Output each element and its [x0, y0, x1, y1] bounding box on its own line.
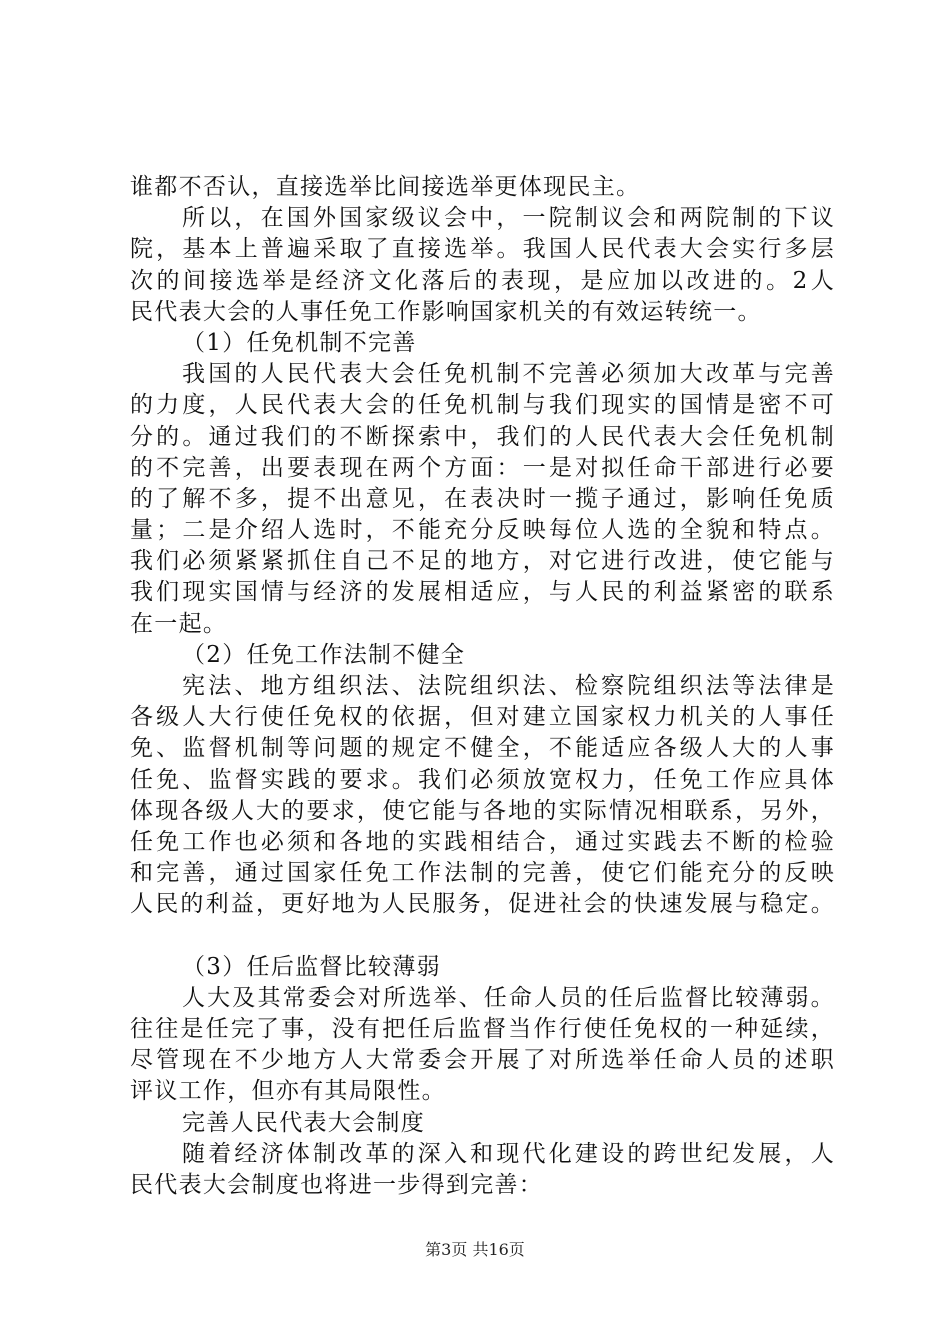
- text-line: 尽管现在不少地方人大常委会开展了对所选举任命人员的述职: [130, 1047, 835, 1074]
- text-line: 的不完善，出要表现在两个方面：一是对拟任命干部进行必要: [130, 454, 835, 481]
- text-line: 院，基本上普遍采取了直接选举。我国人民代表大会实行多层: [130, 236, 835, 263]
- text-line: 分的。通过我们的不断探索中，我们的人民代表大会任免机制: [130, 423, 835, 450]
- text-line: 任免、监督实践的要求。我们必须放宽权力，任免工作应具体: [130, 766, 835, 793]
- text-line: 民代表大会制度也将进一步得到完善：: [130, 1172, 544, 1198]
- text-line: 谁都不否认，直接选举比间接选举更体现民主。: [130, 174, 641, 200]
- text-line: （3）任后监督比较薄弱: [182, 953, 441, 980]
- page-footer: 第3页 共16页: [425, 1240, 525, 1259]
- text-line: 我国的人民代表大会任免机制不完善必须加大改革与完善: [182, 361, 835, 388]
- text-line: 完善人民代表大会制度: [182, 1109, 425, 1136]
- text-line: 和完善，通过国家任免工作法制的完善，使它们能充分的反映: [130, 860, 835, 887]
- text-line: （2）任免工作法制不健全: [182, 641, 466, 668]
- text-line: 人民的利益，更好地为人民服务，促进社会的快速发展与稳定。: [130, 891, 835, 918]
- text-line: 随着经济体制改革的深入和现代化建设的跨世纪发展，人: [182, 1140, 835, 1167]
- blank-line: [130, 921, 835, 952]
- text-line: 的力度，人民代表大会的任免机制与我们现实的国情是密不可: [130, 392, 835, 419]
- text-line: 的了解不多，提不出意见，在表决时一揽子通过，影响任免质: [130, 485, 835, 512]
- text-line: 在一起。: [130, 610, 228, 637]
- text-line: 体现各级人大的要求，使它能与各地的实际情况相联系，另外，: [130, 797, 835, 824]
- text-line: 宪法、地方组织法、法院组织法、检察院组织法等法律是: [182, 673, 835, 699]
- text-line: 往往是任完了事，没有把任后监督当作行使任免权的一种延续，: [130, 1016, 835, 1043]
- text-line: 各级人大行使任免权的依据，但对建立国家权力机关的人事任: [130, 704, 835, 731]
- text-line: 民代表大会的人事任免工作影响国家机关的有效运转统一。: [130, 298, 762, 325]
- text-line: 次的间接选举是经济文化落后的表现，是应加以改进的。2人: [130, 267, 835, 294]
- text-line: 人大及其常委会对所选举、任命人员的任后监督比较薄弱。: [182, 984, 835, 1011]
- text-line: 我们现实国情与经济的发展相适应，与人民的利益紧密的联系: [130, 579, 835, 606]
- text-line: 任免工作也必须和各地的实践相结合，通过实践去不断的检验: [130, 828, 835, 855]
- text-line: 免、监督机制等问题的规定不健全，不能适应各级人大的人事: [130, 735, 835, 762]
- text-line: 评议工作，但亦有其局限性。: [130, 1078, 446, 1105]
- text-line: 量；二是介绍人选时，不能充分反映每位人选的全貌和特点。: [130, 517, 835, 544]
- body-text: [130, 172, 835, 1201]
- text-line: （1）任免机制不完善: [182, 329, 417, 356]
- text-line: 我们必须紧紧抓住自己不足的地方，对它进行改进，使它能与: [130, 548, 835, 575]
- text-line: 所以，在国外国家级议会中，一院制议会和两院制的下议: [182, 205, 835, 232]
